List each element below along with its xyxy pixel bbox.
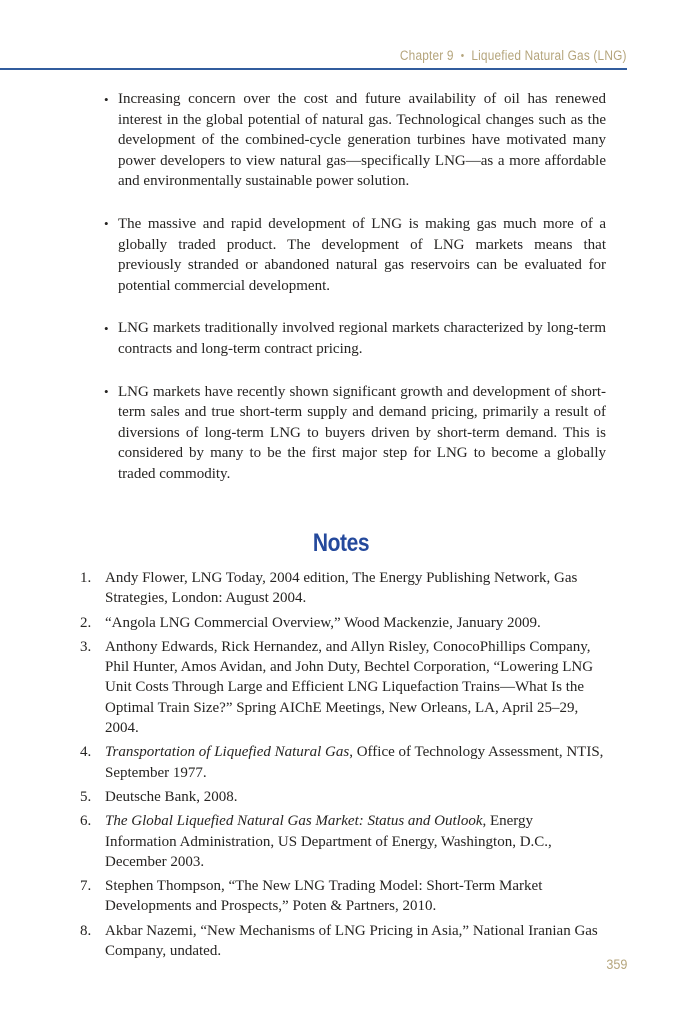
note-text: Andy Flower, LNG Today, 2004 edition, The Energy Publishing Network, Gas Strategies, London: August 2004. bbox=[105, 570, 578, 607]
bullet-icon: • bbox=[104, 216, 109, 232]
note-text: , Office of Technology Assessment, NTIS, September 1977. bbox=[105, 744, 604, 781]
note-number: 4. bbox=[80, 744, 92, 761]
notes-heading: Notes bbox=[312, 529, 370, 557]
notes-list bbox=[80, 568, 607, 965]
bullet-text: The massive and rapid development of LNG is making gas much more of a globally traded product. The development of LNG markets means that previously stranded or abandoned natural gas reservoirs can be evaluated for potential commercial development. bbox=[118, 215, 606, 294]
bullet-icon: • bbox=[104, 91, 109, 107]
note-item bbox=[80, 637, 607, 738]
bullet-text: LNG markets traditionally involved regional markets characterized by long-term contracts and long-term contract pricing. bbox=[118, 320, 606, 357]
header-rule bbox=[0, 68, 627, 70]
bullet-item bbox=[104, 382, 606, 485]
running-head-title: Liquefied Natural Gas (LNG) bbox=[471, 48, 627, 63]
note-text: Stephen Thompson, “The New LNG Trading Model: Short-Term Market Developments and Prospects,” Poten & Partners, 2010. bbox=[105, 878, 543, 915]
note-text: Transportation of Liquefied Natural Gas bbox=[105, 744, 350, 761]
bullet-icon: • bbox=[104, 320, 109, 336]
note-number: 5. bbox=[80, 788, 92, 805]
bullet-icon: • bbox=[104, 384, 109, 400]
bullet-text: LNG markets have recently shown significant growth and development of short-term sales and true short-term supply and demand pricing, primarily a result of diversions of long-term LNG to buyers driven by short-term demand. This is considered by many to be the first major step for LNG to become a globally traded commodity. bbox=[118, 383, 606, 482]
note-number: 2. bbox=[80, 614, 92, 631]
note-item bbox=[80, 742, 607, 783]
note-number: 1. bbox=[80, 570, 92, 586]
note-item bbox=[80, 876, 607, 917]
bullet-item bbox=[104, 89, 606, 192]
note-item bbox=[80, 811, 607, 872]
note-text: Anthony Edwards, Rick Hernandez, and Allyn Risley, ConocoPhillips Company, Phil Hunter, Amos Avidan, and John Duty, Bechtel Corporation, “Lowering LNG Unit Costs Through Large and Efficient LNG Liquefaction Trains—What Is the Optimal Train Size?” Spring AIChE Meetings, New Orleans, LA, April 25–29, 2004. bbox=[105, 638, 594, 737]
note-item bbox=[80, 568, 607, 609]
bullet-item bbox=[104, 214, 606, 296]
note-item bbox=[80, 613, 607, 633]
note-text: Deutsche Bank, 2008. bbox=[105, 788, 238, 805]
note-number: 7. bbox=[80, 878, 92, 895]
running-head-separator-icon: • bbox=[461, 50, 465, 62]
running-head bbox=[400, 48, 627, 63]
note-text: “Angola LNG Commercial Overview,” Wood Mackenzie, January 2009. bbox=[105, 614, 541, 631]
note-number: 6. bbox=[80, 813, 92, 830]
note-item bbox=[80, 787, 607, 807]
note-text: , Energy Information Administration, US Department of Energy, Washington, D.C., December 2003. bbox=[105, 813, 552, 870]
bullet-text: Increasing concern over the cost and future availability of oil has renewed interest in the global potential of natural gas. Technological changes such as the development of the combined-cycle generation turbines have motivated many power developers to view natural gas—specifically LNG—as a more affordable and environmentally sustainable power solution. bbox=[118, 91, 606, 190]
running-head-chapter: Chapter 9 bbox=[400, 48, 455, 63]
note-text: The Global Liquefied Natural Gas Market: Status and Outlook bbox=[105, 813, 483, 830]
note-number: 3. bbox=[80, 638, 92, 655]
note-number: 8. bbox=[80, 922, 92, 939]
bullet-list bbox=[104, 89, 606, 507]
note-text: Akbar Nazemi, “New Mechanisms of LNG Pricing in Asia,” National Iranian Gas Company, undated. bbox=[105, 922, 598, 960]
bullet-item bbox=[104, 318, 606, 359]
page-number: 359 bbox=[605, 956, 627, 972]
note-item bbox=[80, 921, 607, 962]
